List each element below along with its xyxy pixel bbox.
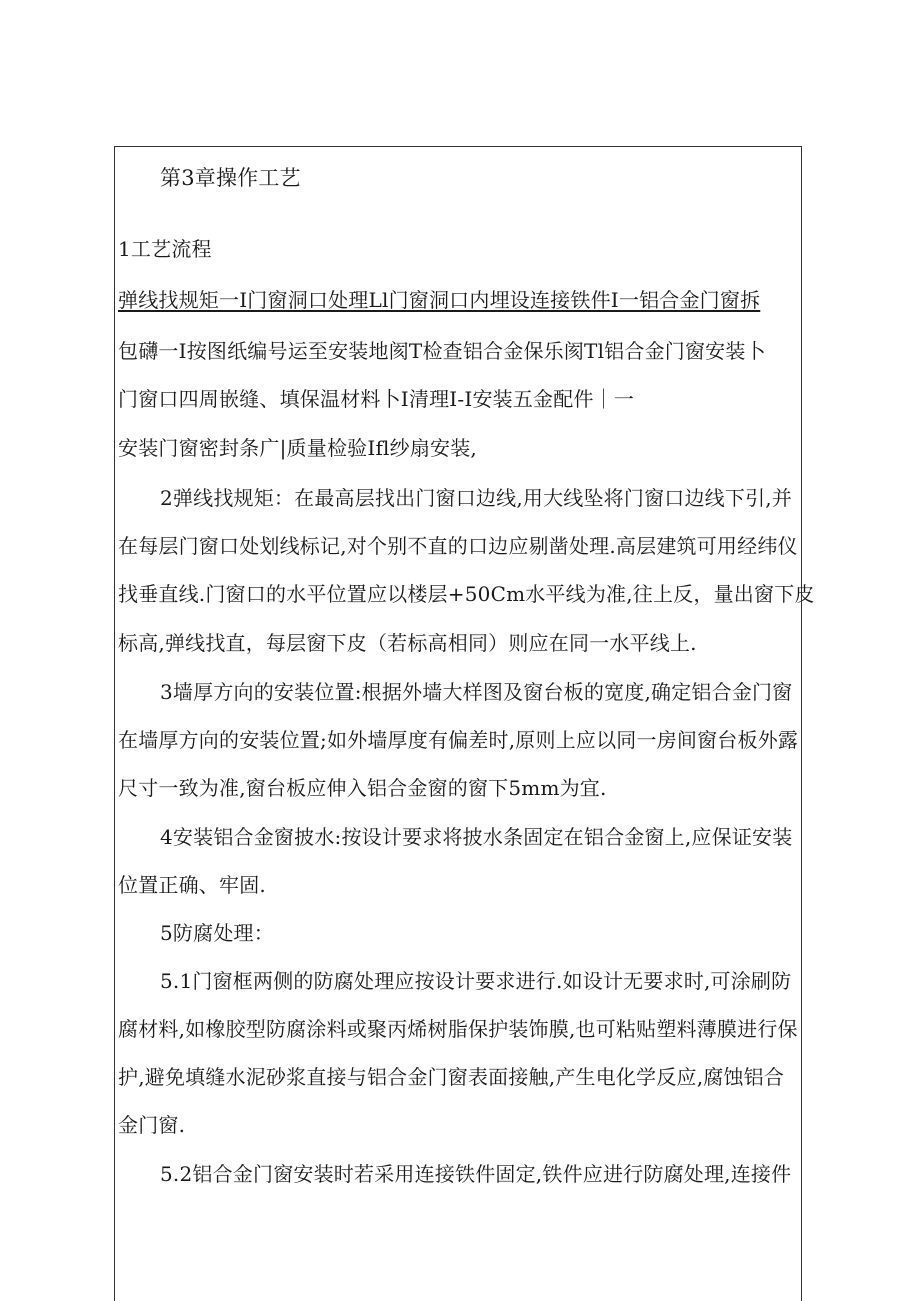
paragraph-5-1-line: 5.1门窗框两侧的防腐处理应按设计要求进行.如设计无要求时,可涂刷防 (160, 969, 792, 993)
paragraph-2-line: 在每层门窗口处划线标记,对个别不直的口边应剔凿处理.高层建筑可用经纬仪 (118, 534, 798, 558)
paragraph-3-line: 3墙厚方向的安装位置:根据外墙大样图及窗台板的宽度,确定铝合金门窗 (160, 680, 793, 704)
paragraph-3-line: 在墙厚方向的安装位置;如外墙厚度有偏差时,原则上应以同一房间窗台板外露 (118, 728, 799, 752)
paragraph-2-line: 标高,弹线找直，每层窗下皮（若标高相同）则应在同一水平线上. (118, 631, 697, 655)
flow-line-2: 包礴一I按图纸编号运至安装地阂T检查铝合金保乐阂Tl铝合金门窗安装卜 (118, 339, 766, 363)
flow-line-1: 弹线找规矩一I门窗洞口处理Ll门窗洞口内埋设连接铁件I一铝合金门窗拆 (118, 288, 761, 312)
paragraph-2-line: 找垂直线.门窗口的水平位置应以楼层+50Cm水平线为准,往上反，量出窗下皮 (118, 582, 815, 606)
paragraph-4-line: 位置正确、牢固. (118, 873, 266, 897)
paragraph-2-line: 2弹线找规矩：在最高层找出门窗口边线,用大线坠将门窗口边线下引,并 (160, 486, 793, 510)
paragraph-5-2-line: 5.2铝合金门窗安装时若采用连接铁件固定,铁件应进行防腐处理,连接件 (160, 1162, 792, 1186)
flow-line-3: 门窗口四周嵌缝、填保温材料卜I清理I-I安装五金配件｜一 (118, 387, 635, 411)
paragraph-4-line: 4安装铝合金窗披水:按设计要求将披水条固定在铝合金窗上,应保证安装 (160, 825, 793, 849)
paragraph-3-line: 尺寸一致为准,窗台板应伸入铝合金窗的窗下5mm为宜. (118, 776, 607, 800)
paragraph-5-1-line: 腐材料,如橡胶型防腐涂料或聚丙烯树脂保护装饰膜,也可粘贴塑料薄膜进行保 (118, 1017, 798, 1041)
paragraph-5-heading: 5防腐处理： (160, 921, 274, 945)
paragraph-5-1-line: 金门窗. (118, 1113, 186, 1137)
chapter-title: 第3章操作工艺 (160, 166, 301, 190)
section-heading: 1工艺流程 (118, 237, 212, 261)
flow-line-4: 安装门窗密封条广|质量检验Ifl纱扇安装, (118, 436, 477, 460)
paragraph-5-1-line: 护,避免填缝水泥砂浆直接与铝合金门窗表面接触,产生电化学反应,腐蚀铝合 (118, 1065, 785, 1089)
